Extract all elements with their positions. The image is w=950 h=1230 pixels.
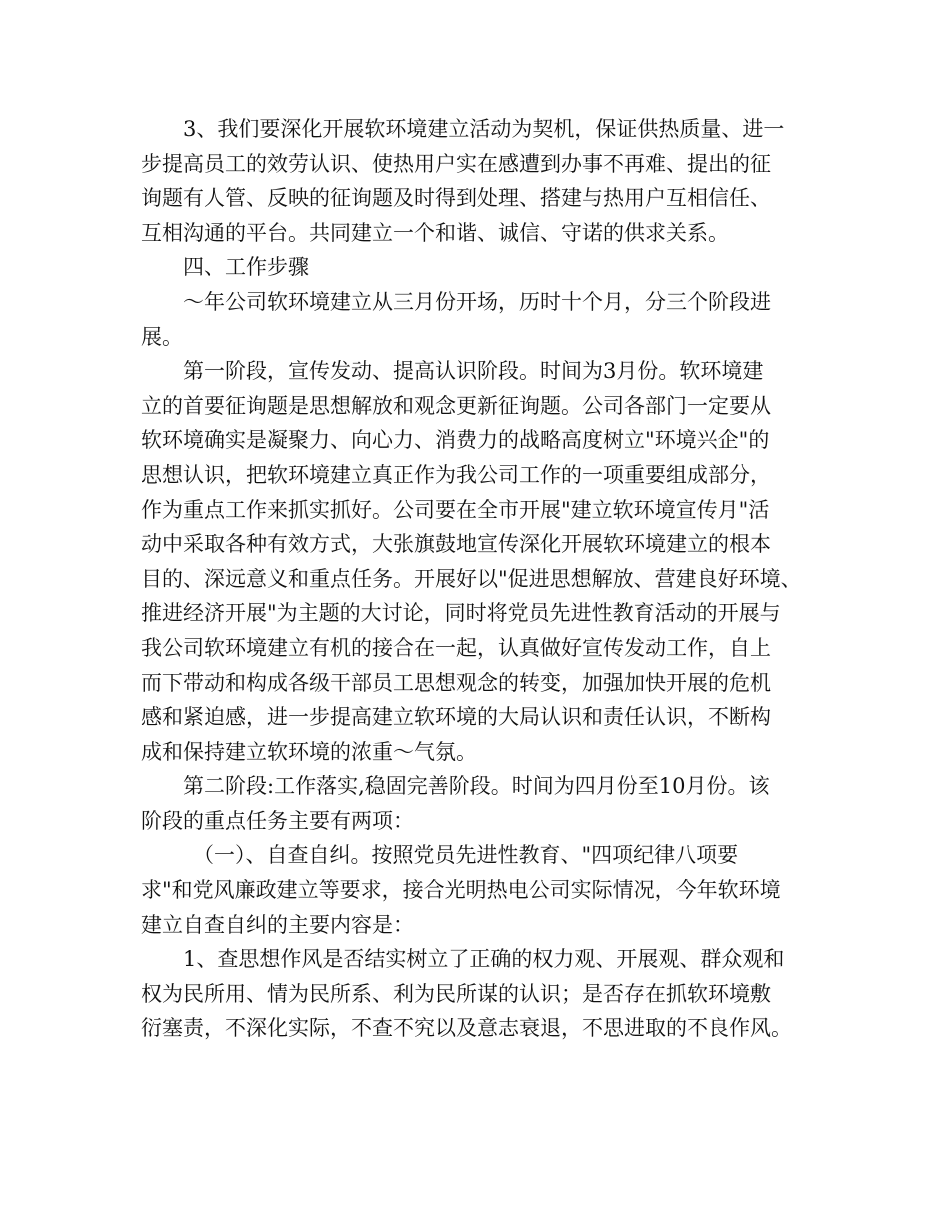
text-line: 成和保持建立软环境的浓重～气氛。 bbox=[141, 739, 477, 764]
text-line: 阶段的重点任务主要有两项： bbox=[141, 808, 414, 833]
text-line: 作为重点工作来抓实抓好。公司要在全市开展"建立软环境宣传月"活 bbox=[141, 497, 770, 522]
text-line: 动中采取各种有效方式，大张旗鼓地宣传深化开展软环境建立的根本 bbox=[141, 532, 771, 557]
text-line: 3、我们要深化开展软环境建立活动为契机，保证供热质量、进一 bbox=[183, 117, 785, 141]
text-line: 步提高员工的效劳认识、使热用户实在感遭到办事不再难、提出的征 bbox=[141, 151, 771, 176]
text-line: 求"和党风廉政建立等要求，接合光明热电公司实际情况，今年软环境 bbox=[141, 878, 781, 903]
text-line: 询题有人管、反映的征询题及时得到处理、搭建与热用户互相信任、 bbox=[141, 186, 771, 211]
text-line: 思想认识，把软环境建立真正作为我公司工作的一项重要组成部分， bbox=[141, 462, 771, 487]
text-line: 1、查思想作风是否结实树立了正确的权力观、开展观、群众观和 bbox=[183, 947, 785, 972]
text-line: 衍塞责，不深化实际，不查不究以及意志衰退，不思进取的不良作风。 bbox=[141, 1016, 792, 1041]
document-body bbox=[141, 112, 821, 1046]
text-line: 建立自查自纠的主要内容是： bbox=[141, 912, 414, 937]
text-line: 推进经济开展"为主题的大讨论，同时将党员先进性教育活动的开展与 bbox=[141, 601, 781, 626]
text-line: （一）、自查自纠。按照党员先进性教育、"四项纪律八项要 bbox=[193, 843, 739, 868]
text-line: 互相沟通的平台。共同建立一个和谐、诚信、守诺的供求关系。 bbox=[141, 220, 729, 245]
text-line: 第二阶段:工作落实,稳固完善阶段。时间为四月份至10月份。该 bbox=[183, 774, 770, 799]
text-line: 我公司软环境建立有机的接合在一起，认真做好宣传发动工作，自上 bbox=[141, 635, 771, 660]
text-line: 软环境确实是凝聚力、向心力、消费力的战略高度树立"环境兴企"的 bbox=[141, 428, 770, 453]
text-line: 权为民所用、情为民所系、利为民所谋的认识；是否存在抓软环境敷 bbox=[141, 981, 771, 1006]
text-line: ～年公司软环境建立从三月份开场，历时十个月，分三个阶段进 bbox=[183, 289, 771, 314]
text-line: 展。 bbox=[141, 324, 183, 349]
text-line: 感和紧迫感，进一步提高建立软环境的大局认识和责任认识，不断构 bbox=[141, 705, 771, 730]
text-line: 立的首要征询题是思想解放和观念更新征询题。公司各部门一定要从 bbox=[141, 393, 771, 418]
text-line: 四、工作步骤 bbox=[183, 255, 309, 280]
text-line: 第一阶段，宣传发动、提高认识阶段。时间为3月份。软环境建 bbox=[183, 359, 764, 384]
text-line: 目的、深远意义和重点任务。开展好以"促进思想解放、营建良好环境、 bbox=[141, 566, 802, 591]
text-line: 而下带动和构成各级干部员工思想观念的转变，加强加快开展的危机 bbox=[141, 670, 771, 695]
